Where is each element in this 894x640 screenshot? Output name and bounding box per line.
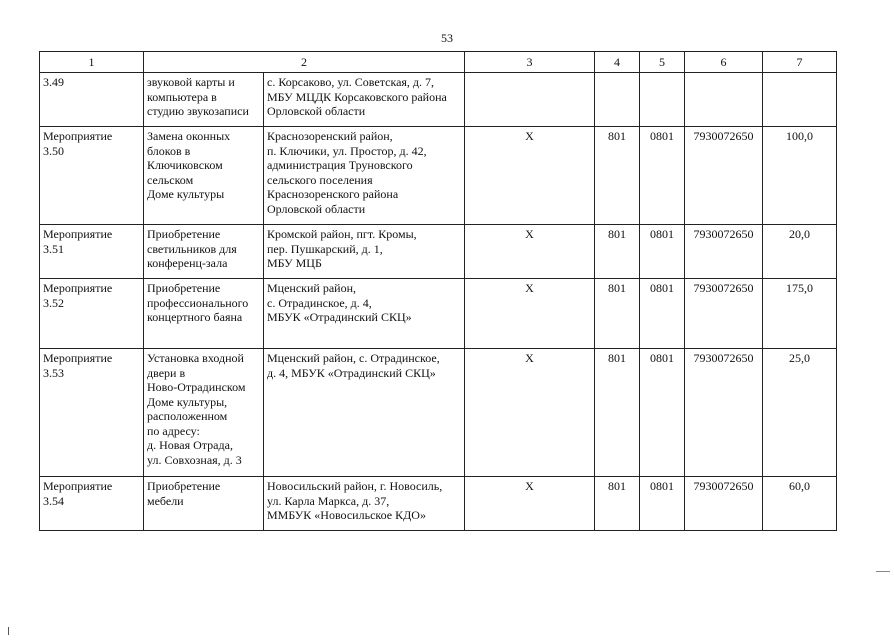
- table-row: [40, 279, 837, 349]
- row-c5: 0801: [640, 225, 685, 279]
- row-c6: [685, 73, 763, 127]
- row-c7: [763, 73, 837, 127]
- row-id: Мероприятие 3.53: [40, 349, 144, 477]
- row-c6: 7930072650: [685, 225, 763, 279]
- row-c4: [595, 73, 640, 127]
- scan-mark-right: [876, 571, 890, 572]
- row-id: 3.49: [40, 73, 144, 127]
- row-c4: 801: [595, 225, 640, 279]
- row-c4: 801: [595, 477, 640, 531]
- header-col-3: 3: [465, 52, 595, 73]
- row-c6: 7930072650: [685, 477, 763, 531]
- row-address: Мценский район, с. Отрадинское, д. 4, МБУК «Отрадинский СКЦ»: [264, 349, 465, 477]
- header-col-2: 2: [144, 52, 465, 73]
- page-number: 53: [441, 31, 453, 45]
- row-c6: 7930072650: [685, 349, 763, 477]
- row-name: Приобретение мебели: [144, 477, 264, 531]
- row-c7: 20,0: [763, 225, 837, 279]
- row-c3: Х: [465, 477, 595, 531]
- table-row: [40, 349, 837, 477]
- scan-mark-left: [8, 627, 9, 635]
- row-c7: 25,0: [763, 349, 837, 477]
- table-row: [40, 477, 837, 531]
- row-c3: Х: [465, 279, 595, 349]
- header-col-6: 6: [685, 52, 763, 73]
- row-c5: [640, 73, 685, 127]
- row-address: с. Корсаково, ул. Советская, д. 7, МБУ МЦДК Корсаковского района Орловской области: [264, 73, 465, 127]
- table-row: [40, 127, 837, 225]
- row-name: звуковой карты и компьютера в студию звукозаписи: [144, 73, 264, 127]
- budget-table: [39, 51, 837, 531]
- row-c5: 0801: [640, 349, 685, 477]
- row-c4: 801: [595, 127, 640, 225]
- row-address: Кромской район, пгт. Кромы, пер. Пушкарский, д. 1, МБУ МЦБ: [264, 225, 465, 279]
- table-row: [40, 225, 837, 279]
- row-c3: [465, 73, 595, 127]
- row-name: Замена оконных блоков в Ключиковском сельском Доме культуры: [144, 127, 264, 225]
- row-c5: 0801: [640, 127, 685, 225]
- row-id: Мероприятие 3.51: [40, 225, 144, 279]
- row-name: Установка входной двери в Ново-Отрадинском Доме культуры, расположенном по адресу: д. Новая Отрада, ул. Совхозная, д. 3: [144, 349, 264, 477]
- row-id: Мероприятие 3.50: [40, 127, 144, 225]
- row-name: Приобретение профессионального концертного баяна: [144, 279, 264, 349]
- row-c6: 7930072650: [685, 279, 763, 349]
- row-c7: 100,0: [763, 127, 837, 225]
- row-c4: 801: [595, 279, 640, 349]
- header-row: [40, 52, 837, 73]
- row-address: Новосильский район, г. Новосиль, ул. Карла Маркса, д. 37, ММБУК «Новосильское КДО»: [264, 477, 465, 531]
- header-col-4: 4: [595, 52, 640, 73]
- row-id: Мероприятие 3.52: [40, 279, 144, 349]
- row-address: Мценский район, с. Отрадинское, д. 4, МБУК «Отрадинский СКЦ»: [264, 279, 465, 349]
- row-c7: 175,0: [763, 279, 837, 349]
- header-col-1: 1: [40, 52, 144, 73]
- row-address: Краснозоренский район, п. Ключики, ул. Простор, д. 42, администрация Труновского сельского поселения Краснозоренского района Орловской области: [264, 127, 465, 225]
- header-col-7: 7: [763, 52, 837, 73]
- row-c3: Х: [465, 349, 595, 477]
- row-c7: 60,0: [763, 477, 837, 531]
- row-c3: Х: [465, 127, 595, 225]
- row-c3: Х: [465, 225, 595, 279]
- row-id: Мероприятие 3.54: [40, 477, 144, 531]
- row-c5: 0801: [640, 477, 685, 531]
- table-row: [40, 73, 837, 127]
- row-c5: 0801: [640, 279, 685, 349]
- row-c6: 7930072650: [685, 127, 763, 225]
- row-name: Приобретение светильников для конференц-зала: [144, 225, 264, 279]
- row-c4: 801: [595, 349, 640, 477]
- header-col-5: 5: [640, 52, 685, 73]
